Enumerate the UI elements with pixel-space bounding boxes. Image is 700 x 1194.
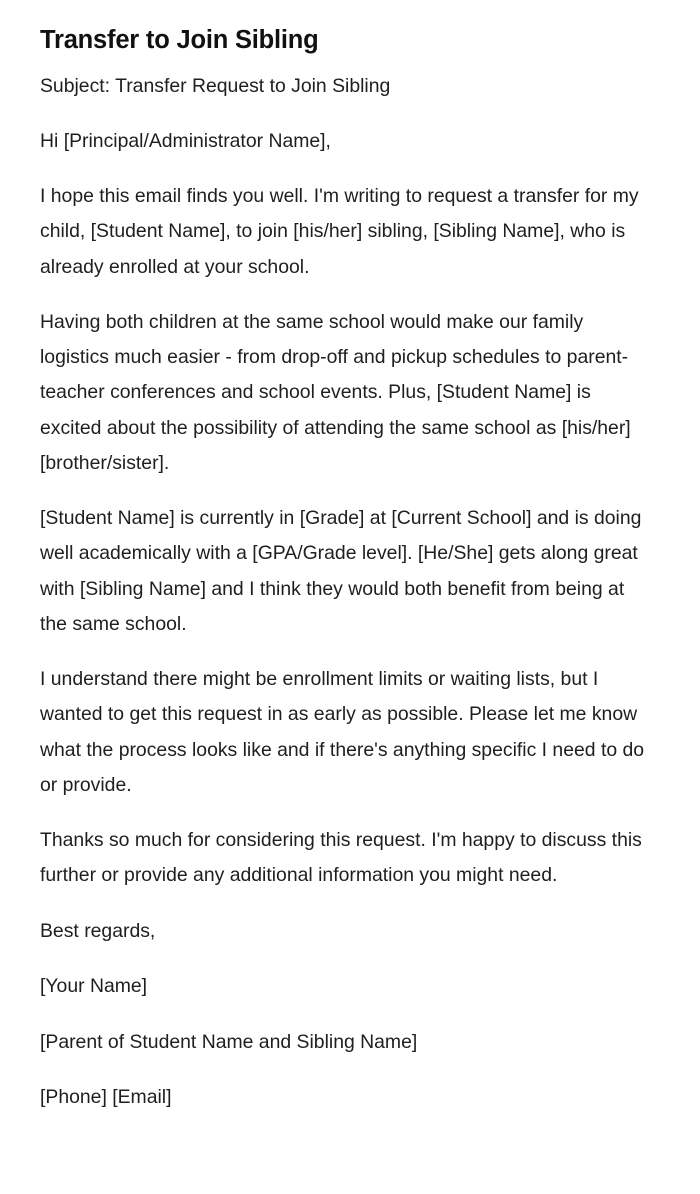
signature-role: [Parent of Student Name and Sibling Name]	[40, 1030, 418, 1053]
body-paragraph-thanks: Thanks so much for considering this request. I'm happy to discuss this further or provide any additional information you might need.	[40, 829, 642, 887]
body-paragraph-student-status: [Student Name] is currently in [Grade] at [Current School] and is doing well academically with a [GPA/Grade level]. [He/She] gets along great with [Sibling Name] and I think they would both benefit from being at the same school.	[40, 507, 642, 635]
email-closing: Best regards,	[40, 919, 156, 942]
signature-contact: [Phone] [Email]	[40, 1086, 172, 1109]
email-greeting: Hi [Principal/Administrator Name],	[40, 129, 331, 152]
document-title: Transfer to Join Sibling	[40, 26, 319, 54]
email-subject-line: Subject: Transfer Request to Join Sibling	[40, 75, 391, 97]
body-paragraph-intro: I hope this email finds you well. I'm writing to request a transfer for my child, [Student Name], to join [his/her] sibling, [Sibling Name], who is already enrolled at your school.	[40, 185, 639, 278]
body-paragraph-benefits: Having both children at the same school would make our family logistics much easier - from drop-off and pickup schedules to parent-teacher conferences and school events. Plus, [Student Name] is excited about the possibility of attending the same school as [his/her] [brother/sister].	[40, 311, 631, 474]
signature-name: [Your Name]	[40, 975, 148, 998]
body-paragraph-process: I understand there might be enrollment limits or waiting lists, but I wanted to get this request in as early as possible. Please let me know what the process looks like and if there's anything specific I need to do or provide.	[40, 668, 645, 796]
email-template-document	[40, 22, 650, 1135]
